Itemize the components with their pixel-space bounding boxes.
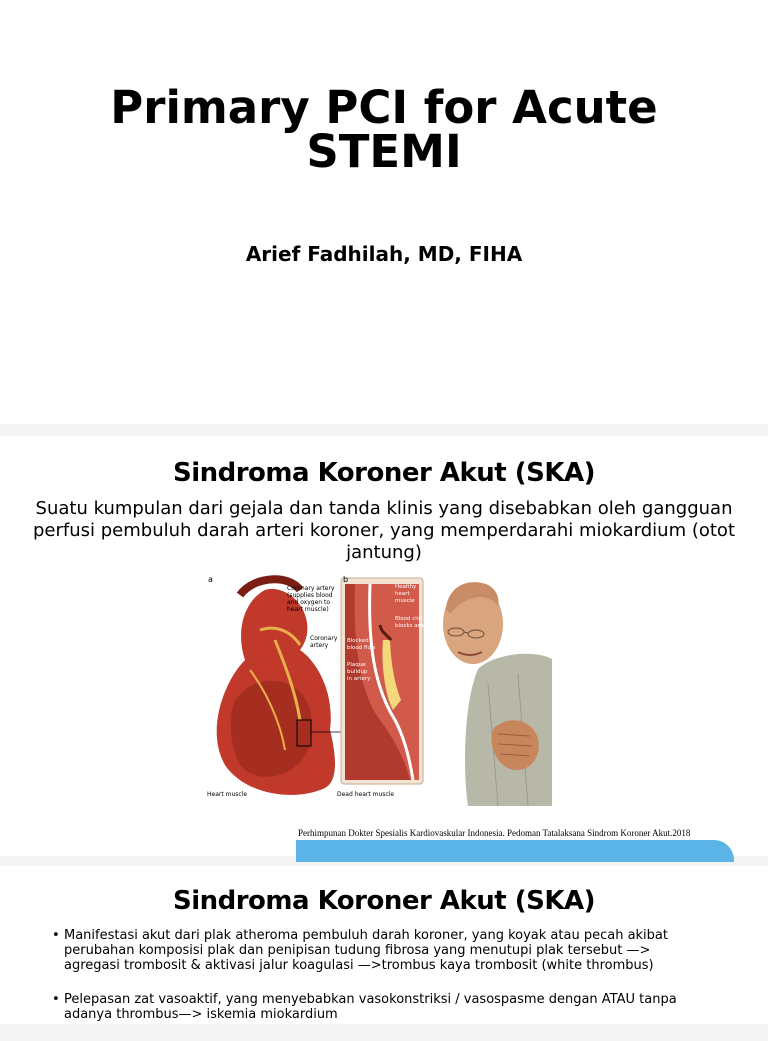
label-blocked: Blocked [347,638,369,644]
label-coronary-artery: Coronary artery [287,585,335,592]
label-blocks-artery: blocks artery [395,623,431,629]
ska-mechanism-slide [0,866,768,1024]
label-heart-muscle: heart muscle) [287,606,329,613]
bullet-line: agregasi trombosit & aktivasi jalur koagulasi —>trombus kaya trombosit (white thrombus) [64,958,654,973]
label-in-artery: in artery [347,676,371,682]
bullet-line: adanya thrombus—> iskemia miokardium [64,1007,338,1022]
bullet-item [52,992,712,1022]
bullet-line: Manifestasi akut dari plak atheroma pembuluh darah koroner, yang koyak atau pecah akibat [64,928,668,943]
label-artery: artery [310,642,329,649]
bullet-dot-icon: • [52,928,60,943]
label-blood-flow: blood flow [347,645,376,651]
bullet-item [52,928,712,973]
label-dead-heart-muscle: Dead heart muscle [337,791,395,798]
bullet-line: perubahan komposisi plak dan penipisan tudung fibrosa yang menutupi plak tersebut —> [64,943,651,958]
citation-text: Perhimpunan Dokter Spesialis Kardiovaskular Indonesia. Pedoman Tatalaksana Sindrom Koroner Akut.2018 [298,828,691,838]
presentation-title [0,81,768,178]
title-slide [0,0,768,424]
label-panel-b: b [343,575,349,584]
accent-bar [296,840,734,862]
heart-anatomy-illustration [205,570,435,806]
title-line-1: Primary PCI for Acute [110,81,658,134]
ska-definition-slide [0,436,768,856]
title-line-2: STEMI [306,125,462,178]
label-oxygen: and oxygen to [287,599,331,606]
label-panel-a: a [208,575,213,584]
label-healthy: Healthy [395,584,417,590]
label-heart: heart [395,591,410,597]
chest-pain-man-photo [438,574,552,806]
author-name: Arief Fadhilah, MD, FIHA [245,242,523,266]
bullet-line: Pelepasan zat vasoaktif, yang menyebabkan vasokonstriksi / vasospasme dengan ATAU tanpa [64,992,677,1007]
label-blood-clot: Blood clot [395,616,423,622]
label-muscle: muscle [395,598,415,604]
label-coronary: Coronary [310,635,338,642]
label-heart-muscle-bottom: Heart muscle [207,791,248,798]
bullet-list [52,928,712,1041]
ska-definition-text: Suatu kumpulan dari gejala dan tanda klinis yang disebabkan oleh gangguan perfusi pembuluh darah arteri koroner, yang memperdarahi miokardium (otot jantung) [33,498,735,563]
label-supplies: (supplies blood [287,592,333,599]
slide-heading: Sindroma Koroner Akut (SKA) [172,886,596,916]
slide-heading: Sindroma Koroner Akut (SKA) [172,458,596,488]
bullet-dot-icon: • [52,992,60,1007]
label-buildup: buildup [347,669,368,675]
label-plaque: Plaque [347,662,366,668]
